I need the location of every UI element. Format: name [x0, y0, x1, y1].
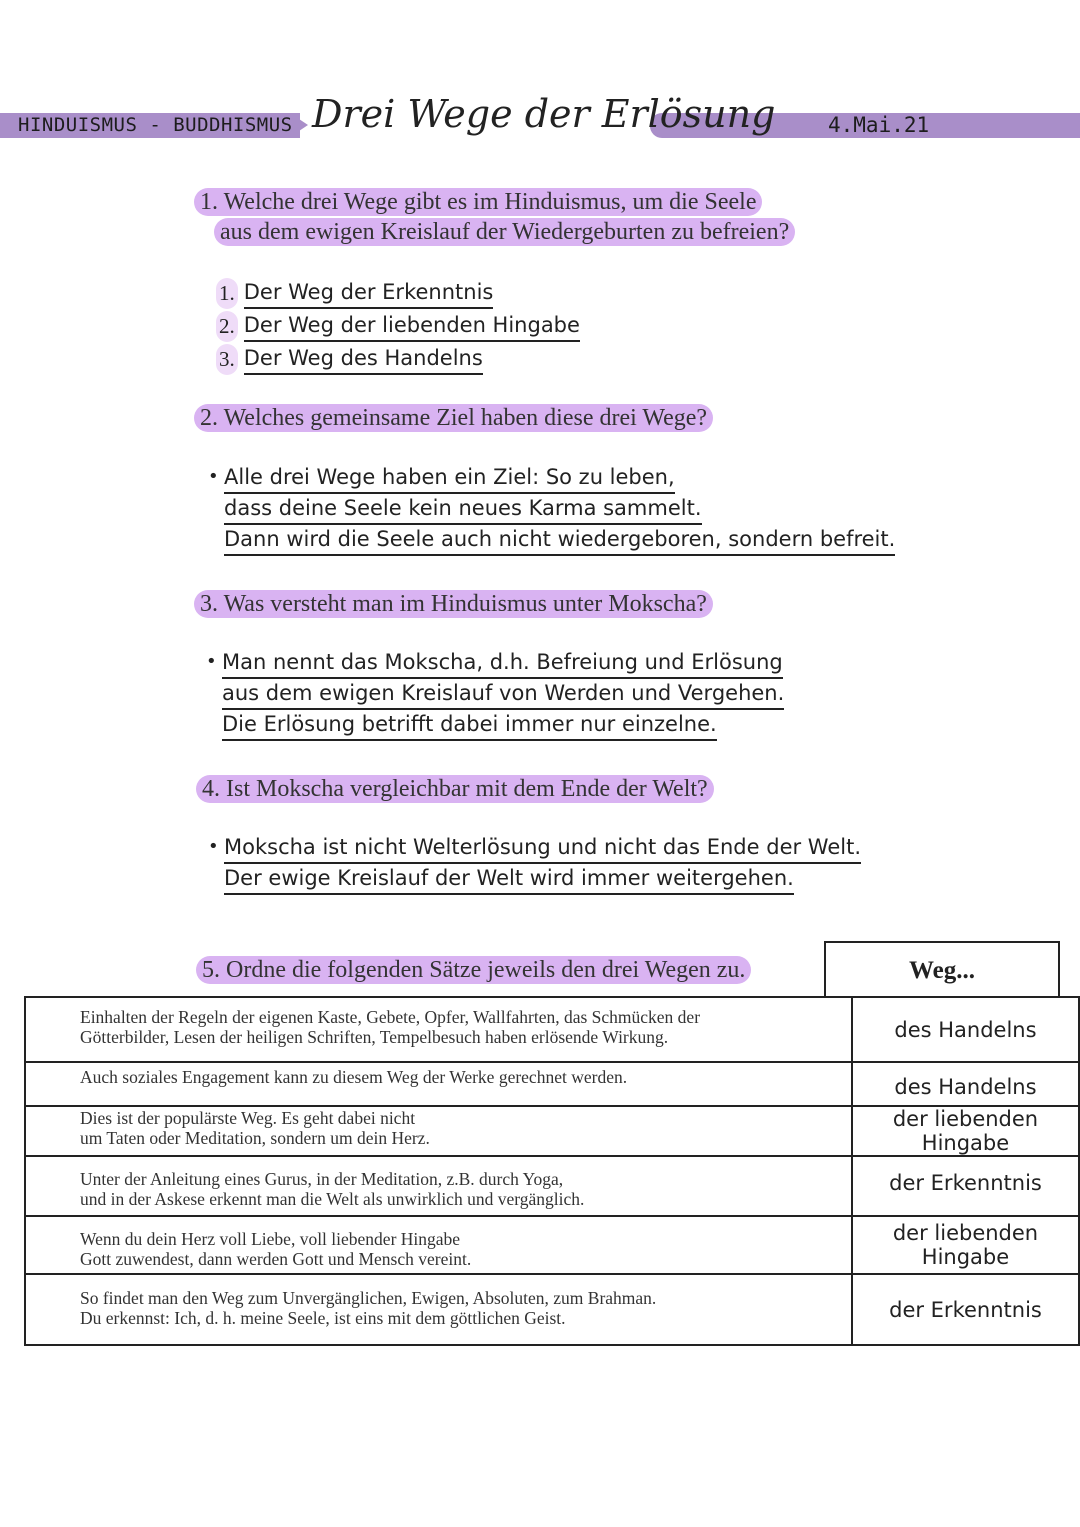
- bullet-icon: •: [208, 836, 219, 857]
- question-2: [194, 403, 713, 433]
- table-cell-way: der Erkenntnis: [852, 1274, 1079, 1345]
- row-text-line: Unter der Anleitung eines Gurus, in der Meditation, z.B. durch Yoga,: [80, 1169, 564, 1189]
- row-text-line: Du erkennst: Ich, d. h. meine Seele, ist eins mit dem göttlichen Geist.: [80, 1308, 566, 1328]
- list-number: 3.: [216, 344, 238, 375]
- table-cell-way: der Erkenntnis: [852, 1156, 1079, 1216]
- list-number: 2.: [216, 311, 238, 342]
- question-5: [196, 955, 751, 985]
- list-text: Der Weg des Handelns: [244, 344, 483, 375]
- question-3: [194, 589, 713, 619]
- table-cell-text: [25, 1216, 852, 1274]
- question-1: [194, 187, 795, 247]
- question-1-line-2: aus dem ewigen Kreislauf der Wiedergeburten zu befreien?: [214, 218, 795, 246]
- answer-2-line-3: Dann wird die Seele auch nicht wiedergeboren, sondern befreit.: [224, 525, 895, 556]
- table-column-header: Weg...: [824, 941, 1060, 998]
- matching-table: [24, 996, 1080, 1346]
- row-text-line: Auch soziales Engagement kann zu diesem Weg der Werke gerechnet werden.: [80, 1067, 628, 1087]
- row-text-line: und in der Askese erkennt man die Welt als unwirklich und vergänglich.: [80, 1189, 585, 1209]
- list-text: Der Weg der Erkenntnis: [244, 278, 494, 309]
- question-1-line-1: 1. Welche drei Wege gibt es im Hinduismus, um die Seele: [194, 188, 762, 216]
- row-text-line: Gott zuwendest, dann werden Gott und Mensch vereint.: [80, 1249, 472, 1269]
- list-item: [216, 344, 580, 375]
- table-cell-way: der liebenden Hingabe: [852, 1216, 1079, 1274]
- answer-2: [224, 463, 895, 556]
- question-2-text: 2. Welches gemeinsame Ziel haben diese drei Wege?: [194, 404, 713, 432]
- table-cell-text: [25, 997, 852, 1062]
- list-item: [216, 311, 580, 342]
- question-5-text: 5. Ordne die folgenden Sätze jeweils den drei Wegen zu.: [196, 956, 751, 984]
- row-text-line: Dies ist der populärste Weg. Es geht dabei nicht: [80, 1108, 416, 1128]
- answer-3-line-2: aus dem ewigen Kreislauf von Werden und Vergehen.: [222, 679, 784, 710]
- question-4-text: 4. Ist Mokscha vergleichbar mit dem Ende der Welt?: [196, 775, 714, 803]
- bullet-icon: •: [208, 466, 219, 487]
- table-row: [25, 1156, 1079, 1216]
- row-text-line: um Taten oder Meditation, sondern um dein Herz.: [80, 1128, 430, 1148]
- page-title: Drei Wege der Erlösung: [312, 92, 776, 136]
- table-cell-way: des Handelns: [852, 1062, 1079, 1106]
- header-arrow: [290, 113, 308, 137]
- row-text-line: Wenn du dein Herz voll Liebe, voll liebender Hingabe: [80, 1229, 461, 1249]
- row-text-line: So findet man den Weg zum Unvergänglichen, Ewigen, Absoluten, zum Brahman.: [80, 1288, 657, 1308]
- table-row: [25, 1274, 1079, 1345]
- answer-1-list: [216, 278, 580, 375]
- table-cell-text: [25, 1156, 852, 1216]
- answer-2-line-1: Alle drei Wege haben ein Ziel: So zu leben,: [224, 463, 675, 494]
- answer-3-line-3: Die Erlösung betrifft dabei immer nur einzelne.: [222, 710, 717, 741]
- table-cell-text: [25, 1106, 852, 1156]
- answer-4-line-2: Der ewige Kreislauf der Welt wird immer weitergehen.: [224, 864, 794, 895]
- question-4: [196, 774, 714, 804]
- row-text-line: Einhalten der Regeln der eigenen Kaste, Gebete, Opfer, Wallfahrten, das Schmücken der: [80, 1007, 701, 1027]
- table-cell-way: der liebenden Hingabe: [852, 1106, 1079, 1156]
- list-item: [216, 278, 580, 309]
- question-3-text: 3. Was versteht man im Hinduismus unter Mokscha?: [194, 590, 713, 618]
- row-text-line: Götterbilder, Lesen der heiligen Schriften, Tempelbesuch haben erlösende Wirkung.: [80, 1027, 669, 1047]
- table-row: [25, 997, 1079, 1062]
- bullet-icon: •: [206, 651, 217, 672]
- table-cell-way: des Handelns: [852, 997, 1079, 1062]
- answer-3-line-1: Man nennt das Mokscha, d.h. Befreiung und Erlösung: [222, 648, 783, 679]
- table-cell-text: [25, 1062, 852, 1106]
- table-cell-text: [25, 1274, 852, 1345]
- list-number: 1.: [216, 278, 238, 309]
- list-text: Der Weg der liebenden Hingabe: [244, 311, 580, 342]
- header-subject: HINDUISMUS - BUDDHISMUS: [18, 114, 293, 136]
- answer-3: [222, 648, 784, 741]
- answer-2-line-2: dass deine Seele kein neues Karma sammelt.: [224, 494, 702, 525]
- answer-4-line-1: Mokscha ist nicht Welterlösung und nicht das Ende der Welt.: [224, 833, 861, 864]
- table-row: [25, 1216, 1079, 1274]
- table-row: [25, 1106, 1079, 1156]
- answer-4: [224, 833, 861, 895]
- header-date: 4.Mai.21: [828, 113, 930, 137]
- table-row: [25, 1062, 1079, 1106]
